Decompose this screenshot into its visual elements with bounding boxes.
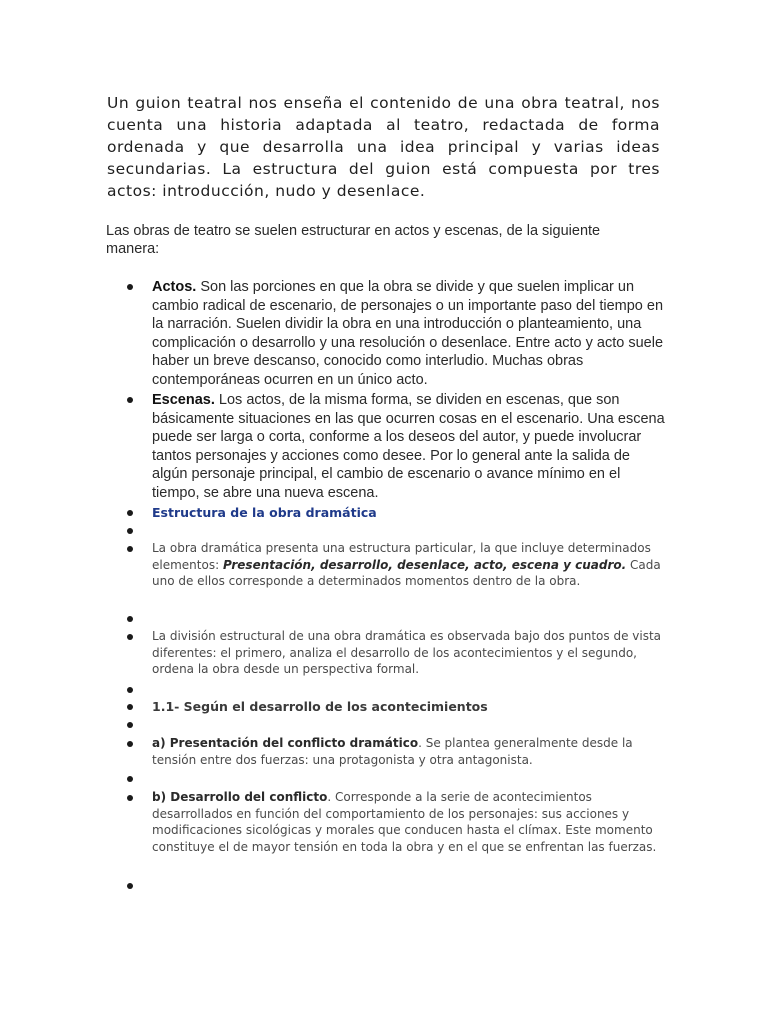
desarrollo-label: b) Desarrollo del conflicto [152,790,328,804]
elementos-intro: La obra dramática presenta una estructura particular, la que incluye determinados elementos: [152,541,651,572]
list-item-text [152,391,667,502]
bullet-icon [127,528,135,536]
bullet-icon [127,883,135,891]
bullet-icon [127,634,135,642]
desarrollo-description: . Corresponde a la serie de acontecimientos desarrollados en función del comportamiento de los personajes: sus acciones y modificaciones sicológicas y morales que conducen hasta el clímax. Este momento constituye el de mayor tensión en toda la obra y en el que se enfrentan las fuerzas. [152,790,657,854]
term-actos: Actos. [152,279,197,295]
list-item-text [152,789,662,855]
bullet-icon [127,284,135,292]
bullet-icon [127,546,135,554]
elementos-rest: Cada uno de ellos corresponde a determinados momentos dentro de la obra. [152,557,661,588]
actos-description: Son las porciones en que la obra se divide y que suelen implicar un cambio radical de escenario, de personajes o un importante paso del tiempo en la narración. Suelen dividir la obra en una introducción o planteamiento, una complicación o desarrollo y una resolución o desenlace. Entre acto y acto suele haber un breve descanso, conocido como interludio. Muchas obras contemporáneas ocurren en un único acto. [152,279,664,388]
bullet-icon [127,397,135,405]
bullet-icon [127,510,135,518]
subsection-heading: 1.1- Según el desarrollo de los acontecimientos [152,699,488,714]
bullet-icon [127,795,135,803]
bullet-icon [127,776,135,784]
list-item-text [152,540,662,590]
list-item-text: La división estructural de una obra dramática es observada bajo dos puntos de vista diferentes: el primero, analiza el desarrollo de los acontecimientos y el segundo, ordena la obra desde un perspectiva formal. [152,629,662,676]
bullet-icon [127,704,135,712]
bullet-icon [127,616,135,624]
lead-paragraph: Las obras de teatro se suelen estructurar en actos y escenas, de la siguiente manera: [106,223,601,257]
term-escenas: Escenas. [152,392,215,408]
bullet-icon [127,741,135,749]
list-item-text [152,278,667,389]
presentacion-label: a) Presentación del conflicto dramático [152,736,419,750]
escenas-description: Los actos, de la misma forma, se dividen en escenas, que son básicamente situaciones en las que ocurren cosas en el escenario. Una escena puede ser larga o corta, conforme a los deseos del autor, y puede involucrar tantos personajes y acciones como desee. Por lo general ante la salida de algún personaje principal, el cambio de escenario o avance mínimo en el tiempo, se abre una nueva escena. [152,392,665,501]
section-heading: Estructura de la obra dramática [152,505,377,520]
list-item-text [152,735,662,768]
bullet-icon [127,687,135,695]
intro-paragraph: Un guion teatral nos enseña el contenido de una obra teatral, nos cuenta una historia adaptada al teatro, redactada de forma ordenada y que desarrolla una idea principal y varias ideas secundarias. La estructura del guion está compuesta por tres actos: introducción, nudo y desenlace. [107,94,660,200]
presentacion-description: . Se plantea generalmente desde la tensión entre dos fuerzas: una protagonista y otra antagonista. [152,736,633,767]
elementos-emphasis: Presentación, desarrollo, desenlace, acto, escena y cuadro. [222,557,627,572]
bullet-icon [127,722,135,730]
